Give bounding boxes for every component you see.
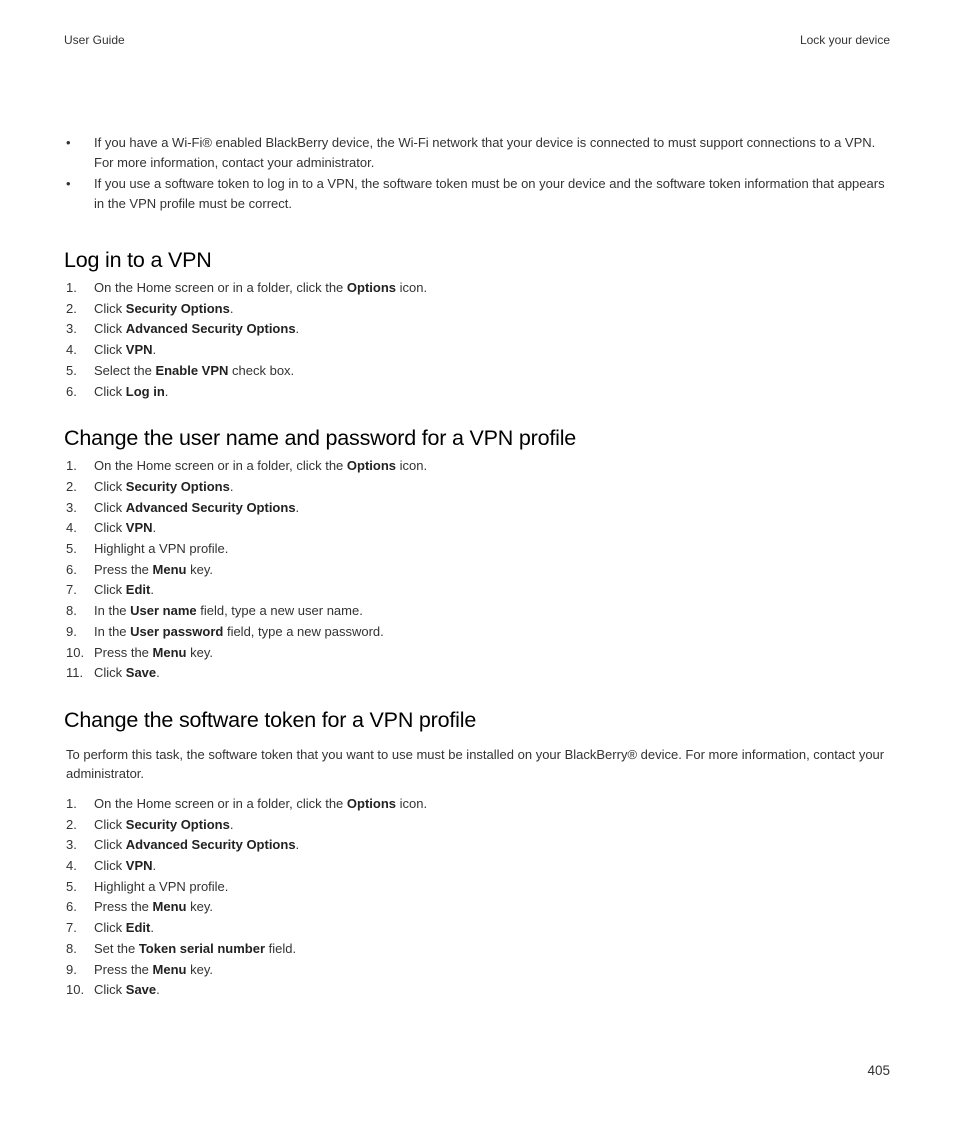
step-text: Select the <box>94 362 156 378</box>
step-number: 5. <box>66 362 77 378</box>
step-item <box>64 299 892 320</box>
step-text: . <box>229 816 234 832</box>
step-text: . <box>295 321 300 337</box>
step-text: . <box>150 920 154 936</box>
bullet-item <box>64 174 892 213</box>
step-number: 5. <box>66 878 77 894</box>
step-text: . <box>295 499 300 515</box>
step-text: In the <box>94 603 131 619</box>
step-text: key. <box>186 644 213 660</box>
step-item <box>64 877 892 898</box>
step-number: 1. <box>66 795 77 811</box>
step-text: Click <box>94 837 126 853</box>
steps-list-change-token <box>64 794 892 1001</box>
steps-list-change-credentials <box>64 456 892 684</box>
step-text: Click <box>94 383 126 399</box>
step-item <box>64 663 892 684</box>
step-item <box>64 897 892 918</box>
bullet-text-line: in the VPN profile must be correct. <box>94 195 292 211</box>
step-text: . <box>150 582 154 598</box>
ui-term: VPN <box>125 342 153 358</box>
step-text: Click <box>94 665 126 681</box>
step-item <box>64 518 892 539</box>
step-text: Click <box>94 478 126 494</box>
step-item <box>64 980 892 1001</box>
ui-term: Edit <box>125 582 151 598</box>
step-text: . <box>152 520 157 536</box>
step-text: Press the <box>94 644 153 660</box>
ui-term: Advanced Security Options <box>125 837 296 853</box>
ui-term: Advanced Security Options <box>125 321 296 337</box>
step-text: Highlight a VPN profile. <box>94 878 229 894</box>
step-text: Set the <box>94 940 139 956</box>
ui-term: Menu <box>152 961 187 977</box>
section-heading-log-in: Log in to a VPN <box>64 248 212 272</box>
step-number: 8. <box>66 940 77 956</box>
ui-term: Save <box>125 982 157 998</box>
bullet-text-line: For more information, contact your administrator. <box>94 154 375 170</box>
step-item <box>64 794 892 815</box>
step-item <box>64 539 892 560</box>
step-number: 4. <box>66 342 77 358</box>
step-number: 7. <box>66 920 77 936</box>
page-number: 405 <box>867 1063 890 1078</box>
step-number: 3. <box>66 321 77 337</box>
step-item <box>64 382 892 403</box>
step-text: . <box>156 982 160 998</box>
requirements-list <box>64 133 892 213</box>
section-intro <box>66 745 892 784</box>
ui-term: Menu <box>152 899 187 915</box>
step-number: 11. <box>66 665 84 681</box>
step-text: field. <box>265 940 297 956</box>
step-item <box>64 815 892 836</box>
step-number: 10. <box>66 982 85 998</box>
step-item <box>64 278 892 299</box>
step-text: Click <box>94 582 126 598</box>
step-item <box>64 601 892 622</box>
ui-term: User name <box>130 603 197 619</box>
step-item <box>64 340 892 361</box>
step-text: . <box>152 342 157 358</box>
ui-term: Options <box>346 458 397 474</box>
step-number: 9. <box>66 961 77 977</box>
step-number: 4. <box>66 520 77 536</box>
step-text: key. <box>186 961 213 977</box>
ui-term: User password <box>130 623 224 639</box>
ui-term: Save <box>125 665 157 681</box>
step-item <box>64 918 892 939</box>
step-item <box>64 643 892 664</box>
step-text: Press the <box>94 899 153 915</box>
step-text: field, type a new user name. <box>196 603 363 619</box>
step-text: Press the <box>94 961 153 977</box>
step-text: Click <box>94 858 126 874</box>
step-text: Click <box>94 499 126 515</box>
step-item <box>64 477 892 498</box>
step-number: 3. <box>66 837 77 853</box>
intro-text-line: administrator. <box>66 766 145 782</box>
ui-term: Security Options <box>125 300 230 316</box>
step-text: Highlight a VPN profile. <box>94 541 229 557</box>
ui-term: Security Options <box>125 478 230 494</box>
ui-term: Security Options <box>125 816 230 832</box>
section-heading-change-token: Change the software token for a VPN profile <box>64 707 477 732</box>
step-text: icon. <box>396 280 428 295</box>
step-text: . <box>229 478 234 494</box>
step-item <box>64 580 892 601</box>
step-number: 1. <box>66 458 77 474</box>
ui-term: Menu <box>152 561 187 577</box>
step-text: On the Home screen or in a folder, click the <box>94 280 347 295</box>
step-number: 6. <box>66 383 77 399</box>
bullet-item <box>64 133 892 172</box>
step-item <box>64 856 892 877</box>
ui-term: VPN <box>125 858 153 874</box>
step-text: Click <box>94 342 126 358</box>
steps-list-log-in <box>64 278 892 402</box>
step-number: 7. <box>66 582 77 598</box>
step-number: 2. <box>66 816 77 832</box>
step-text: check box. <box>228 362 295 378</box>
step-text: Click <box>94 982 126 998</box>
step-text: On the Home screen or in a folder, click the <box>94 795 347 811</box>
running-header-chapter: Lock your device <box>799 33 890 47</box>
step-text: icon. <box>396 795 428 811</box>
ui-term: Advanced Security Options <box>125 499 296 515</box>
bullet-text-line: If you use a software token to log in to a VPN, the software token must be on your device and the software token information that appears <box>94 176 885 191</box>
step-text: Click <box>94 920 126 936</box>
ui-term: Enable VPN <box>155 362 229 378</box>
step-text: key. <box>186 899 213 915</box>
step-number: 8. <box>66 603 77 619</box>
step-number: 2. <box>66 300 77 316</box>
step-text: . <box>229 300 234 316</box>
page-content <box>64 133 892 1001</box>
step-text: In the <box>94 623 131 639</box>
step-item <box>64 560 892 581</box>
bullet-marker: • <box>66 176 71 191</box>
bullet-text-line: If you have a Wi-Fi® enabled BlackBerry device, the Wi-Fi network that your device is connected to must support connections to a VPN. <box>94 135 876 150</box>
step-text: Click <box>94 321 126 337</box>
ui-term: VPN <box>125 520 153 536</box>
ui-term: Options <box>346 795 397 811</box>
step-item <box>64 361 892 382</box>
step-text: Press the <box>94 561 153 577</box>
step-number: 2. <box>66 478 77 494</box>
intro-text-line: To perform this task, the software token that you want to use must be installed on your BlackBerry® device. For more information, contact your <box>66 746 885 762</box>
step-text: . <box>152 858 157 874</box>
step-number: 4. <box>66 858 77 874</box>
step-text: On the Home screen or in a folder, click the <box>94 458 347 474</box>
step-number: 10. <box>66 644 85 660</box>
step-number: 1. <box>66 280 77 295</box>
step-text: icon. <box>396 458 428 474</box>
section-heading-change-credentials: Change the user name and password for a VPN profile <box>64 426 577 451</box>
step-item <box>64 498 892 519</box>
step-item <box>64 939 892 960</box>
step-text: Click <box>94 520 126 536</box>
ui-term: Menu <box>152 644 187 660</box>
step-item <box>64 960 892 981</box>
step-text: Click <box>94 300 126 316</box>
ui-term: Edit <box>125 920 151 936</box>
step-text: field, type a new password. <box>223 623 384 639</box>
step-item <box>64 456 892 477</box>
step-text: . <box>164 383 169 399</box>
step-item <box>64 835 892 856</box>
step-number: 5. <box>66 541 77 557</box>
step-number: 9. <box>66 623 77 639</box>
step-number: 6. <box>66 561 77 577</box>
ui-term: Log in <box>125 383 165 399</box>
step-text: key. <box>186 561 213 577</box>
step-item <box>64 319 892 340</box>
step-text: Click <box>94 816 126 832</box>
step-text: . <box>295 837 300 853</box>
step-item <box>64 622 892 643</box>
bullet-marker: • <box>66 135 71 150</box>
ui-term: Options <box>346 280 397 295</box>
step-number: 6. <box>66 899 77 915</box>
ui-term: Token serial number <box>138 940 265 956</box>
step-number: 3. <box>66 499 77 515</box>
step-text: . <box>156 665 160 681</box>
running-header-title: User Guide <box>64 33 125 47</box>
